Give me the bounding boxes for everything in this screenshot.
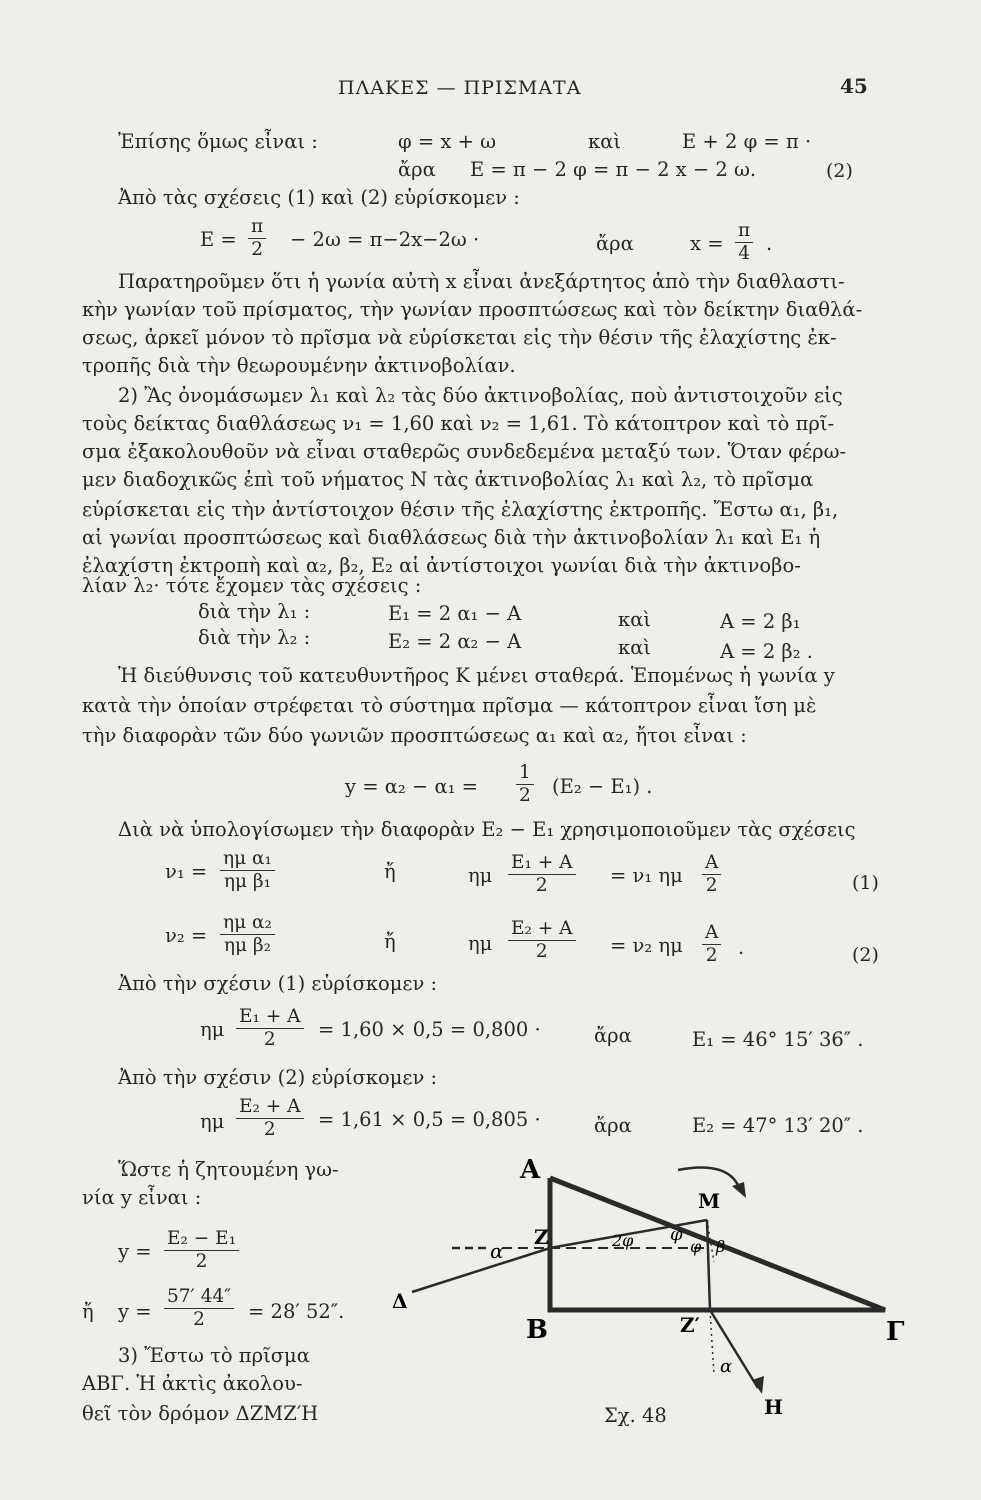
paragraph-line: μεν διαδοχικῶς ἐπὶ τοῦ νήματος Ν τὰς ἀκτινοβολίας λ₁ καὶ λ₂, τὸ πρῖσμα <box>82 468 814 491</box>
punctuation: . <box>766 232 773 255</box>
math-fn: ημ <box>200 1018 225 1041</box>
fraction-denominator: 2 <box>195 1251 208 1272</box>
math-fn: ημ <box>468 864 493 887</box>
fraction <box>508 918 576 963</box>
fraction-numerator: A <box>702 922 721 945</box>
paragraph-line: ἐλαχίστη ἐκτροπὴ καὶ α₂, β₂, E₂ αἱ ἀντίστοιχοι γωνίαι διὰ τὴν ἀκτινοβο- <box>82 554 801 577</box>
fraction-numerator: E₂ − E₁ <box>164 1228 239 1251</box>
fraction <box>220 912 275 957</box>
relation-eq: E₂ = 2 α₂ − A <box>388 630 522 653</box>
equation-lhs: E = <box>200 228 237 251</box>
vertex-label-A: A <box>520 1155 541 1185</box>
fraction-denominator: 2 <box>705 945 718 966</box>
equation: = ν₂ ημ <box>610 934 683 957</box>
fraction-numerator: E₂ + A <box>508 918 576 941</box>
angle-label-2phi: 2φ <box>612 1231 634 1250</box>
equation: = 28′ 52″. <box>248 1300 345 1323</box>
point-label-M: M <box>698 1189 721 1213</box>
fraction <box>164 1286 234 1331</box>
paragraph-line: εὑρίσκεται εἰς τὴν ἀντίστοιχον θέσιν τῆς ἐλαχίστης ἐκτροπῆς. Ἔστω α₁, β₁, <box>82 498 839 521</box>
fraction-denominator: 2 <box>705 875 718 896</box>
fraction-denominator: 2 <box>263 1119 276 1140</box>
relation-label: διὰ τὴν λ₁ : <box>198 600 311 623</box>
fraction <box>220 848 275 893</box>
relation-eq: A = 2 β₁ <box>720 610 801 633</box>
text-word: ἤ <box>384 930 396 953</box>
equation-lhs: x = <box>690 232 724 255</box>
point-label-H: H <box>764 1395 783 1419</box>
paragraph-line: κὴν γωνίαν τοῦ πρίσματος, τὴν γωνίαν προσπτώσεως καὶ τὸν δείκτην διαθλά- <box>82 298 863 321</box>
vertex-label-B: B <box>526 1315 548 1345</box>
running-header: ΠΛΑΚΕΣ — ΠΡΙΣΜΑΤΑ <box>338 77 582 99</box>
equation-lhs: y = <box>118 1240 152 1263</box>
equation: E = π − 2 φ = π − 2 x − 2 ω. <box>470 158 757 181</box>
fraction-denominator: 2 <box>193 1309 205 1330</box>
fraction-denominator: 2 <box>535 875 548 896</box>
fraction-denominator: ημ β₁ <box>223 871 271 892</box>
relation-eq: E₁ = 2 α₁ − A <box>388 602 522 625</box>
relation-eq: A = 2 β₂ . <box>720 640 813 663</box>
equation-lhs: ν₂ = <box>165 924 208 947</box>
exit-ray <box>710 1310 758 1388</box>
rotation-arrow <box>678 1168 740 1191</box>
text-word: ἤ <box>82 1300 94 1323</box>
fraction-denominator: 4 <box>738 243 750 264</box>
paragraph-line: Ὥστε ἡ ζητουμένη γω- <box>118 1158 339 1181</box>
paragraph-line: τροπῆς διὰ τὴν θεωρουμένην ἀκτινοβολίαν. <box>82 354 516 377</box>
math-fn: ημ <box>200 1110 225 1133</box>
fraction <box>236 1096 304 1141</box>
paragraph-line: κατὰ τὴν ὁποίαν στρέφεται τὸ σύστημα πρῖσμα — κάτοπτρον εἶναι ἴση μὲ <box>82 694 817 717</box>
paragraph-line: νία y εἶναι : <box>82 1186 202 1209</box>
equation-ref: (1) <box>852 872 879 894</box>
paragraph-line: Ἀπὸ τὴν σχέσιν (1) εὑρίσκομεν : <box>118 972 438 995</box>
text-word: ἄρα <box>594 1024 632 1047</box>
point-label-D: Δ <box>392 1289 408 1313</box>
normal-line <box>710 1310 714 1375</box>
equation-lhs: y = α₂ − α₁ = <box>345 775 478 798</box>
paragraph-line: 3) Ἔστω τὸ πρῖσμα <box>118 1344 310 1367</box>
math-fn: ημ <box>468 932 493 955</box>
fraction-numerator: ημ α₁ <box>220 848 275 871</box>
paragraph-line: τὴν διαφορὰν τῶν δύο γωνιῶν προσπτώσεως α₁ καὶ α₂, ἤτοι εἶναι : <box>82 724 747 747</box>
paragraph-line: ΑΒΓ. Ἡ ἀκτὶς ἀκολου- <box>82 1372 303 1395</box>
paragraph-line: σμα ἐξακολουθοῦν νὰ εἶναι σταθερῶς συνδεδεμένα μεταξύ των. Ὅταν φέρω- <box>82 440 847 463</box>
fraction <box>164 1228 239 1273</box>
point-label-Z2: Z′ <box>680 1313 700 1337</box>
paragraph-line: τοὺς δείκτας διαθλάσεως ν₁ = 1,60 καὶ ν₂ = 1,61. Τὸ κάτοπτρον καὶ τὸ πρῖ- <box>82 412 835 435</box>
equation-lhs: ν₁ = <box>165 860 208 883</box>
fraction <box>248 216 266 261</box>
angle-label-phi: φ <box>670 1224 683 1245</box>
result: E₁ = 46° 15′ 36″ . <box>692 1028 864 1051</box>
incident-ray <box>412 1248 550 1292</box>
equation: = ν₁ ημ <box>610 864 683 887</box>
fraction-numerator: E₁ + A <box>508 852 576 875</box>
paragraph-line: Διὰ νὰ ὑπολογίσωμεν τὴν διαφορὰν E₂ − E₁ χρησιμοποιοῦμεν τὰς σχέσεις <box>118 818 856 841</box>
equation: = 1,60 × 0,5 = 0,800 · <box>318 1018 541 1041</box>
equation-lhs: y = <box>118 1300 152 1323</box>
text-line: Ἐπίσης ὅμως εἶναι : <box>118 130 318 153</box>
fraction-numerator: 57′ 44″ <box>164 1286 234 1309</box>
angle-label-phi2: φ <box>690 1237 702 1256</box>
result: E₂ = 47° 13′ 20″ . <box>692 1114 864 1137</box>
angle-label-alpha2: α <box>720 1356 733 1377</box>
fraction <box>702 922 721 967</box>
paragraph-line: Ἡ διεύθυνσις τοῦ κατευθυντῆρος Κ μένει σταθερά. Ἑπομένως ἡ γωνία y <box>118 664 835 687</box>
rotation-arrowhead-icon <box>732 1182 746 1198</box>
page-number: 45 <box>840 74 868 98</box>
fraction <box>702 852 721 897</box>
text-line: Ἀπὸ τὰς σχέσεις (1) καὶ (2) εὑρίσκομεν : <box>118 186 520 209</box>
text-word: ἄρα <box>398 158 436 181</box>
fraction <box>508 852 576 897</box>
equation: − 2ω = π−2x−2ω · <box>290 228 480 251</box>
equation-ref: (2) <box>826 160 853 182</box>
text-word: καὶ <box>618 608 652 631</box>
text-word: καὶ <box>618 636 652 659</box>
angle-label-beta: β <box>716 1237 726 1256</box>
paragraph-line: Ἀπὸ τὴν σχέσιν (2) εὑρίσκομεν : <box>118 1066 438 1089</box>
fraction-denominator: 2 <box>251 239 263 260</box>
fraction <box>735 220 753 265</box>
paragraph-line: θεῖ τὸν δρόμον ΔΖΜΖ′Η <box>82 1402 319 1425</box>
paragraph-line: Παρατηροῦμεν ὅτι ἡ γωνία αὐτὴ x εἶναι ἀνεξάρτητος ἀπὸ τὴν διαθλαστι- <box>118 270 845 293</box>
fraction-numerator: π <box>735 220 753 243</box>
vertex-label-G: Γ <box>886 1317 905 1347</box>
angle-label-alpha: α <box>490 1239 504 1263</box>
text-word: ἤ <box>384 860 396 883</box>
fraction-numerator: 1 <box>516 762 534 785</box>
paragraph-line: σεως, ἀρκεῖ μόνον τὸ πρῖσμα νὰ εὑρίσκεται εἰς τὴν θέσιν τῆς ἐλαχίστης ἐκ- <box>82 326 837 349</box>
fraction-numerator: A <box>702 852 721 875</box>
figure-caption: Σχ. 48 <box>604 1404 667 1427</box>
fraction-numerator: E₁ + A <box>236 1006 304 1029</box>
fraction-numerator: ημ α₂ <box>220 912 275 935</box>
fraction <box>516 762 534 807</box>
text-word: ἄρα <box>596 232 634 255</box>
fraction-denominator: 2 <box>263 1029 276 1050</box>
fraction-denominator: 2 <box>535 941 548 962</box>
equation-ref: (2) <box>852 944 879 966</box>
equation: = 1,61 × 0,5 = 0,805 · <box>318 1108 541 1131</box>
fraction-denominator: 2 <box>519 785 531 806</box>
punctuation: . <box>738 936 745 959</box>
paragraph-line: αἱ γωνίαι προσπτώσεως καὶ διαθλάσεως διὰ τὴν ἀκτινοβολίαν λ₁ καὶ E₁ ἡ <box>82 526 821 549</box>
paragraph-line: 2) Ἂς ὀνομάσωμεν λ₁ καὶ λ₂ τὰς δύο ἀκτινοβολίας, ποὺ ἀντιστοιχοῦν εἰς <box>118 384 843 407</box>
equation: (E₂ − E₁) . <box>552 775 653 798</box>
equation: E + 2 φ = π · <box>682 130 812 153</box>
fraction-numerator: E₂ + A <box>236 1096 304 1119</box>
prism-figure <box>380 1150 920 1420</box>
fraction-denominator: ημ β₂ <box>223 935 271 956</box>
point-label-Z: Z <box>534 1225 549 1249</box>
fraction <box>236 1006 304 1051</box>
fraction-numerator: π <box>248 216 266 239</box>
equation: φ = x + ω <box>398 130 497 153</box>
relation-label: διὰ τὴν λ₂ : <box>198 626 311 649</box>
paragraph-line: λίαν λ₂· τότε ἔχομεν τὰς σχέσεις : <box>82 574 422 597</box>
text-word: καὶ <box>588 130 622 153</box>
text-word: ἄρα <box>594 1114 632 1137</box>
exit-arrowhead-icon <box>752 1376 764 1394</box>
